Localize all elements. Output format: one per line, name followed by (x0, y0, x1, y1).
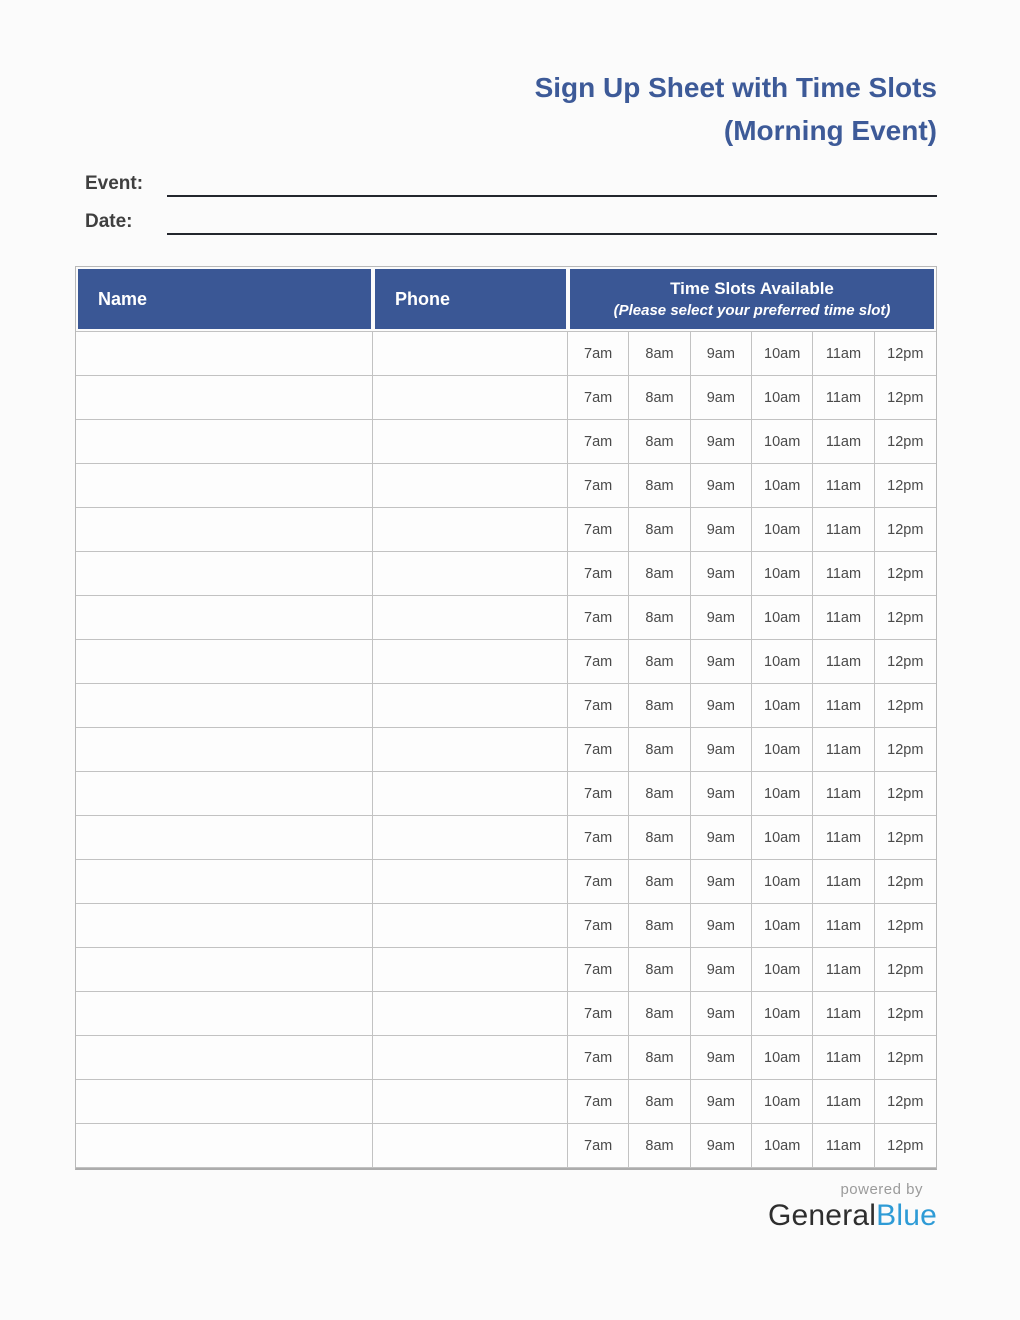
slot-cell-9am[interactable]: 9am (691, 508, 752, 552)
signup-row (76, 420, 936, 464)
signup-row (76, 684, 936, 728)
phone-cell[interactable] (373, 992, 568, 1036)
name-cell[interactable] (76, 331, 373, 376)
slot-cell-9am[interactable]: 9am (691, 376, 752, 420)
signup-row (76, 904, 936, 948)
slot-cell-12pm[interactable]: 12pm (875, 772, 936, 816)
slot-cell-12pm[interactable]: 12pm (875, 596, 936, 640)
slot-cell-9am[interactable]: 9am (691, 1036, 752, 1080)
slot-cell-12pm[interactable]: 12pm (875, 464, 936, 508)
name-cell[interactable] (76, 728, 373, 772)
slot-cell-11am[interactable]: 11am (813, 376, 874, 420)
slot-cell-7am[interactable]: 7am (568, 376, 629, 420)
slot-cell-9am[interactable]: 9am (691, 464, 752, 508)
slot-cell-9am[interactable]: 9am (691, 596, 752, 640)
slot-cell-11am[interactable]: 11am (813, 420, 874, 464)
slot-cell-10am[interactable]: 10am (752, 860, 813, 904)
name-cell[interactable] (76, 508, 373, 552)
brand-general-text: General (768, 1199, 877, 1232)
signup-row (76, 1124, 936, 1168)
signup-row (76, 464, 936, 508)
phone-cell[interactable] (373, 860, 568, 904)
slot-cell-9am[interactable]: 9am (691, 640, 752, 684)
phone-cell[interactable] (373, 331, 568, 376)
name-cell[interactable] (76, 552, 373, 596)
slot-cell-7am[interactable]: 7am (568, 904, 629, 948)
slot-cell-9am[interactable]: 9am (691, 552, 752, 596)
name-cell[interactable] (76, 376, 373, 420)
slot-cell-7am[interactable]: 7am (568, 1036, 629, 1080)
footer (75, 1181, 937, 1233)
slot-cell-7am[interactable]: 7am (568, 464, 629, 508)
name-cell[interactable] (76, 772, 373, 816)
slot-cell-7am[interactable]: 7am (568, 1124, 629, 1168)
form-fields (75, 159, 937, 235)
slot-cell-8am[interactable]: 8am (629, 552, 690, 596)
phone-cell[interactable] (373, 420, 568, 464)
slot-cell-7am[interactable]: 7am (568, 816, 629, 860)
phone-cell[interactable] (373, 816, 568, 860)
name-cell[interactable] (76, 904, 373, 948)
signup-row (76, 816, 936, 860)
slot-cell-7am[interactable]: 7am (568, 860, 629, 904)
slot-cell-7am[interactable]: 7am (568, 728, 629, 772)
name-cell[interactable] (76, 1124, 373, 1168)
slot-cell-8am[interactable]: 8am (629, 728, 690, 772)
name-cell[interactable] (76, 420, 373, 464)
slot-cell-12pm[interactable]: 12pm (875, 331, 936, 376)
slot-cell-10am[interactable]: 10am (752, 420, 813, 464)
slot-cell-12pm[interactable]: 12pm (875, 860, 936, 904)
slot-cell-12pm[interactable]: 12pm (875, 420, 936, 464)
slot-cell-12pm[interactable]: 12pm (875, 376, 936, 420)
slot-cell-10am[interactable]: 10am (752, 728, 813, 772)
phone-cell[interactable] (373, 728, 568, 772)
name-cell[interactable] (76, 1036, 373, 1080)
slot-cell-11am[interactable]: 11am (813, 552, 874, 596)
slot-cell-8am[interactable]: 8am (629, 1036, 690, 1080)
brand-blue-text: Blue (876, 1199, 937, 1232)
slot-cell-8am[interactable]: 8am (629, 948, 690, 992)
signup-table (75, 266, 937, 1170)
brand-logo (75, 1199, 937, 1233)
phone-cell[interactable] (373, 640, 568, 684)
phone-cell[interactable] (373, 1124, 568, 1168)
event-field-row (75, 159, 937, 197)
phone-cell[interactable] (373, 1080, 568, 1124)
slot-cell-10am[interactable]: 10am (752, 816, 813, 860)
slot-cell-11am[interactable]: 11am (813, 640, 874, 684)
signup-row (76, 772, 936, 816)
slot-cell-10am[interactable]: 10am (752, 684, 813, 728)
slot-cell-11am[interactable]: 11am (813, 860, 874, 904)
slot-cell-10am[interactable]: 10am (752, 508, 813, 552)
slot-cell-12pm[interactable]: 12pm (875, 948, 936, 992)
slot-cell-11am[interactable]: 11am (813, 948, 874, 992)
slot-cell-10am[interactable]: 10am (752, 640, 813, 684)
slot-cell-10am[interactable]: 10am (752, 904, 813, 948)
slot-cell-9am[interactable]: 9am (691, 948, 752, 992)
slot-cell-10am[interactable]: 10am (752, 464, 813, 508)
slot-cell-9am[interactable]: 9am (691, 816, 752, 860)
slot-cell-10am[interactable]: 10am (752, 948, 813, 992)
timeslots-header-subtitle: (Please select your preferred time slot) (613, 302, 891, 319)
slot-cell-12pm[interactable]: 12pm (875, 684, 936, 728)
slot-cell-11am[interactable]: 11am (813, 1036, 874, 1080)
slot-cell-7am[interactable]: 7am (568, 596, 629, 640)
slot-cell-9am[interactable]: 9am (691, 1080, 752, 1124)
name-cell[interactable] (76, 464, 373, 508)
slot-cell-8am[interactable]: 8am (629, 331, 690, 376)
signup-row (76, 948, 936, 992)
phone-column-header: Phone (373, 267, 568, 331)
slot-cell-11am[interactable]: 11am (813, 816, 874, 860)
slot-cell-9am[interactable]: 9am (691, 728, 752, 772)
slot-cell-11am[interactable]: 11am (813, 596, 874, 640)
slot-cell-10am[interactable]: 10am (752, 992, 813, 1036)
slot-cell-8am[interactable]: 8am (629, 1124, 690, 1168)
name-cell[interactable] (76, 1080, 373, 1124)
slot-cell-12pm[interactable]: 12pm (875, 1080, 936, 1124)
name-cell[interactable] (76, 684, 373, 728)
slot-cell-8am[interactable]: 8am (629, 420, 690, 464)
page-title (75, 0, 937, 152)
signup-row (76, 860, 936, 904)
slot-cell-10am[interactable]: 10am (752, 552, 813, 596)
phone-cell[interactable] (373, 772, 568, 816)
slot-cell-10am[interactable]: 10am (752, 1036, 813, 1080)
slot-cell-12pm[interactable]: 12pm (875, 640, 936, 684)
signup-row (76, 596, 936, 640)
event-label: Event: (85, 173, 144, 194)
phone-cell[interactable] (373, 596, 568, 640)
slot-cell-8am[interactable]: 8am (629, 860, 690, 904)
slot-cell-7am[interactable]: 7am (568, 992, 629, 1036)
name-cell[interactable] (76, 992, 373, 1036)
phone-cell[interactable] (373, 508, 568, 552)
slot-cell-10am[interactable]: 10am (752, 596, 813, 640)
phone-cell[interactable] (373, 904, 568, 948)
phone-cell[interactable] (373, 684, 568, 728)
name-cell[interactable] (76, 816, 373, 860)
slot-cell-7am[interactable]: 7am (568, 508, 629, 552)
slot-cell-11am[interactable]: 11am (813, 1080, 874, 1124)
slot-cell-10am[interactable]: 10am (752, 1080, 813, 1124)
signup-row (76, 640, 936, 684)
slot-cell-9am[interactable]: 9am (691, 860, 752, 904)
signup-row (76, 728, 936, 772)
slot-cell-7am[interactable]: 7am (568, 684, 629, 728)
event-input-line[interactable] (167, 159, 937, 197)
slot-cell-11am[interactable]: 11am (813, 331, 874, 376)
slot-cell-7am[interactable]: 7am (568, 1080, 629, 1124)
slot-cell-12pm[interactable]: 12pm (875, 904, 936, 948)
slot-cell-12pm[interactable]: 12pm (875, 728, 936, 772)
slot-cell-8am[interactable]: 8am (629, 508, 690, 552)
slot-cell-9am[interactable]: 9am (691, 420, 752, 464)
slot-cell-9am[interactable]: 9am (691, 1124, 752, 1168)
slot-cell-12pm[interactable]: 12pm (875, 992, 936, 1036)
date-input-line[interactable] (167, 197, 937, 235)
slot-cell-11am[interactable]: 11am (813, 508, 874, 552)
slot-cell-8am[interactable]: 8am (629, 684, 690, 728)
slot-cell-8am[interactable]: 8am (629, 816, 690, 860)
signup-row (76, 992, 936, 1036)
signup-row (76, 376, 936, 420)
slot-cell-7am[interactable]: 7am (568, 640, 629, 684)
signup-row (76, 1036, 936, 1080)
phone-cell[interactable] (373, 464, 568, 508)
phone-cell[interactable] (373, 552, 568, 596)
name-cell[interactable] (76, 860, 373, 904)
signup-table-body (76, 331, 936, 1168)
slot-cell-12pm[interactable]: 12pm (875, 552, 936, 596)
phone-cell[interactable] (373, 948, 568, 992)
slot-cell-11am[interactable]: 11am (813, 904, 874, 948)
slot-cell-8am[interactable]: 8am (629, 376, 690, 420)
name-cell[interactable] (76, 596, 373, 640)
slot-cell-9am[interactable]: 9am (691, 904, 752, 948)
signup-row (76, 552, 936, 596)
slot-cell-8am[interactable]: 8am (629, 772, 690, 816)
slot-cell-9am[interactable]: 9am (691, 684, 752, 728)
slot-cell-8am[interactable]: 8am (629, 904, 690, 948)
slot-cell-11am[interactable]: 11am (813, 684, 874, 728)
slot-cell-8am[interactable]: 8am (629, 1080, 690, 1124)
slot-cell-11am[interactable]: 11am (813, 1124, 874, 1168)
date-label: Date: (85, 211, 133, 232)
slot-cell-12pm[interactable]: 12pm (875, 1036, 936, 1080)
slot-cell-7am[interactable]: 7am (568, 420, 629, 464)
slot-cell-11am[interactable]: 11am (813, 728, 874, 772)
signup-row (76, 1080, 936, 1124)
name-column-header: Name (76, 267, 373, 331)
slot-cell-10am[interactable]: 10am (752, 331, 813, 376)
slot-cell-9am[interactable]: 9am (691, 331, 752, 376)
slot-cell-8am[interactable]: 8am (629, 640, 690, 684)
slot-cell-9am[interactable]: 9am (691, 772, 752, 816)
slot-cell-10am[interactable]: 10am (752, 1124, 813, 1168)
slot-cell-7am[interactable]: 7am (568, 772, 629, 816)
slot-cell-8am[interactable]: 8am (629, 464, 690, 508)
signup-row (76, 508, 936, 552)
slot-cell-10am[interactable]: 10am (752, 376, 813, 420)
slot-cell-11am[interactable]: 11am (813, 464, 874, 508)
timeslots-header-title: Time Slots Available (670, 279, 834, 298)
slot-cell-12pm[interactable]: 12pm (875, 508, 936, 552)
date-field-row (75, 197, 937, 235)
slot-cell-10am[interactable]: 10am (752, 772, 813, 816)
slot-cell-7am[interactable]: 7am (568, 948, 629, 992)
slot-cell-12pm[interactable]: 12pm (875, 1124, 936, 1168)
page-title-line2: (Morning Event) (723, 115, 937, 146)
phone-cell[interactable] (373, 1036, 568, 1080)
phone-cell[interactable] (373, 376, 568, 420)
slot-cell-12pm[interactable]: 12pm (875, 816, 936, 860)
slot-cell-7am[interactable]: 7am (568, 331, 629, 376)
slot-cell-9am[interactable]: 9am (691, 992, 752, 1036)
slot-cell-8am[interactable]: 8am (629, 596, 690, 640)
slot-cell-7am[interactable]: 7am (568, 552, 629, 596)
powered-by-text: powered by (840, 1181, 923, 1198)
signup-row (76, 331, 936, 376)
page-title-line1: Sign Up Sheet with Time Slots (534, 72, 937, 103)
slot-cell-8am[interactable]: 8am (629, 992, 690, 1036)
timeslots-column-header (568, 267, 936, 331)
slot-cell-11am[interactable]: 11am (813, 992, 874, 1036)
table-header-row (76, 267, 936, 331)
name-cell[interactable] (76, 640, 373, 684)
name-cell[interactable] (76, 948, 373, 992)
slot-cell-11am[interactable]: 11am (813, 772, 874, 816)
